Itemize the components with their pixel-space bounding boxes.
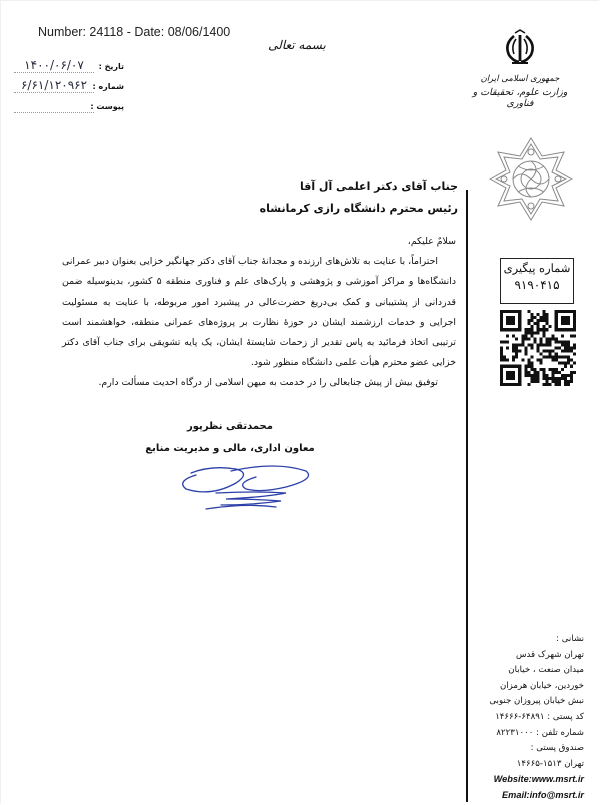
recipient-name: جناب آقای دکتر اعلمی آل آقا bbox=[299, 180, 458, 193]
handwritten-signature-icon bbox=[166, 463, 316, 511]
address-line: خوردین، خیابان هرمزان bbox=[499, 680, 584, 691]
address-line: نبش خیابان پیروزان جنوبی bbox=[489, 696, 584, 707]
qr-code-icon[interactable] bbox=[500, 310, 576, 386]
postal-code: کد پستی : ۶۴۸۹۱-۱۴۶۶۶ bbox=[495, 711, 584, 722]
signer-name: محمدتقی نظرپور bbox=[187, 421, 273, 432]
tracking-label: شماره پیگیری bbox=[503, 261, 571, 275]
body-paragraph-1: احتراماً، با عنایت به تلاش‌های ارزنده و مجدانهٔ جناب آقای دکتر جهانگیر خزایی بعنوان دبیر عمرانی دانشگاه‌ها و مراکز آموزشی و پژوهشی و پارک‌های علم و فناوری منطقه ۵ کشور، بدینوسیله ضمن قدردانی از پشتیبانی و کمک بی‌دریغ حضرت‌عالی در پیشبرد امور مربوطه، با عنایت به مسئولیت اجرایی و خدمات ارزشمند ایشان در حوزهٔ نظارت بر پروژه‌های عمرانی منطقه، خواهشمند است ترتیبی اتخاذ فرمائید به پاس تقدیر از زحمات شایستهٔ ایشان، یک پایه تشویقی برای جناب آقای دکتر خزایی عضو محترم هیأت علمی دانشگاه منظور شود. bbox=[62, 256, 456, 369]
body-paragraph-2: توفیق بیش از پیش جنابعالی را در خدمت به میهن اسلامی از درگاه احدیت مسألت دارم. bbox=[98, 377, 438, 389]
letter-number-date-stamp: Number: 24118 - Date: 08/06/1400 bbox=[38, 25, 231, 39]
tracking-value: ۹۱۹۰۴۱۵ bbox=[514, 278, 560, 292]
meta-attachment-row bbox=[14, 98, 124, 118]
vertical-divider bbox=[466, 190, 468, 802]
signer-block bbox=[130, 416, 330, 460]
greeting: سلامٌ علیکم، bbox=[407, 236, 456, 247]
po-box-label: صندوق پستی : bbox=[530, 743, 584, 754]
po-box-value: تهران ۱۵۱۳-۱۴۶۶۵ bbox=[516, 758, 584, 769]
address-label: نشانی : bbox=[556, 634, 584, 644]
ministry-header bbox=[460, 28, 580, 109]
date-label: تاریخ : bbox=[98, 62, 124, 71]
signer-title: معاون اداری، مالی و مدیریت منابع bbox=[145, 443, 315, 454]
letter-meta bbox=[14, 58, 124, 118]
attachment-label: پیوست : bbox=[90, 102, 124, 111]
bismillah-heading: بسمه تعالی bbox=[268, 38, 326, 52]
tracking-number-box bbox=[500, 258, 574, 304]
letter-body bbox=[62, 232, 456, 394]
address-line: میدان صنعت ، خیابان bbox=[508, 665, 584, 676]
republic-name: جمهوری اسلامی ایران bbox=[480, 74, 560, 84]
recipient-title: رئیس محترم دانشگاه رازی کرمانشاه bbox=[259, 202, 458, 215]
iran-emblem-icon bbox=[500, 28, 540, 66]
address-line: تهران شهرک قدس bbox=[516, 649, 584, 660]
date-value: ۱۴۰۰/۰۶/۰۷ bbox=[14, 58, 94, 73]
email-link[interactable]: Email:info@msrt.ir bbox=[502, 789, 584, 800]
meta-date-row bbox=[14, 58, 124, 78]
website-link[interactable]: Website:www.msrt.ir bbox=[493, 774, 584, 785]
islamic-star-ornament-icon bbox=[488, 136, 574, 222]
ministry-name: وزارت علوم، تحقیقات و فناوری bbox=[472, 87, 568, 109]
attachment-value bbox=[14, 98, 94, 113]
ministry-address bbox=[474, 632, 584, 804]
number-label: شماره : bbox=[92, 82, 124, 91]
number-value: ۶/۶۱/۱۲۰۹۶۲ bbox=[14, 78, 94, 93]
phone-number: شماره تلفن : ۸۲۲۳۱۰۰۰ bbox=[496, 727, 584, 738]
meta-number-row bbox=[14, 78, 124, 98]
recipient-block bbox=[200, 176, 458, 220]
